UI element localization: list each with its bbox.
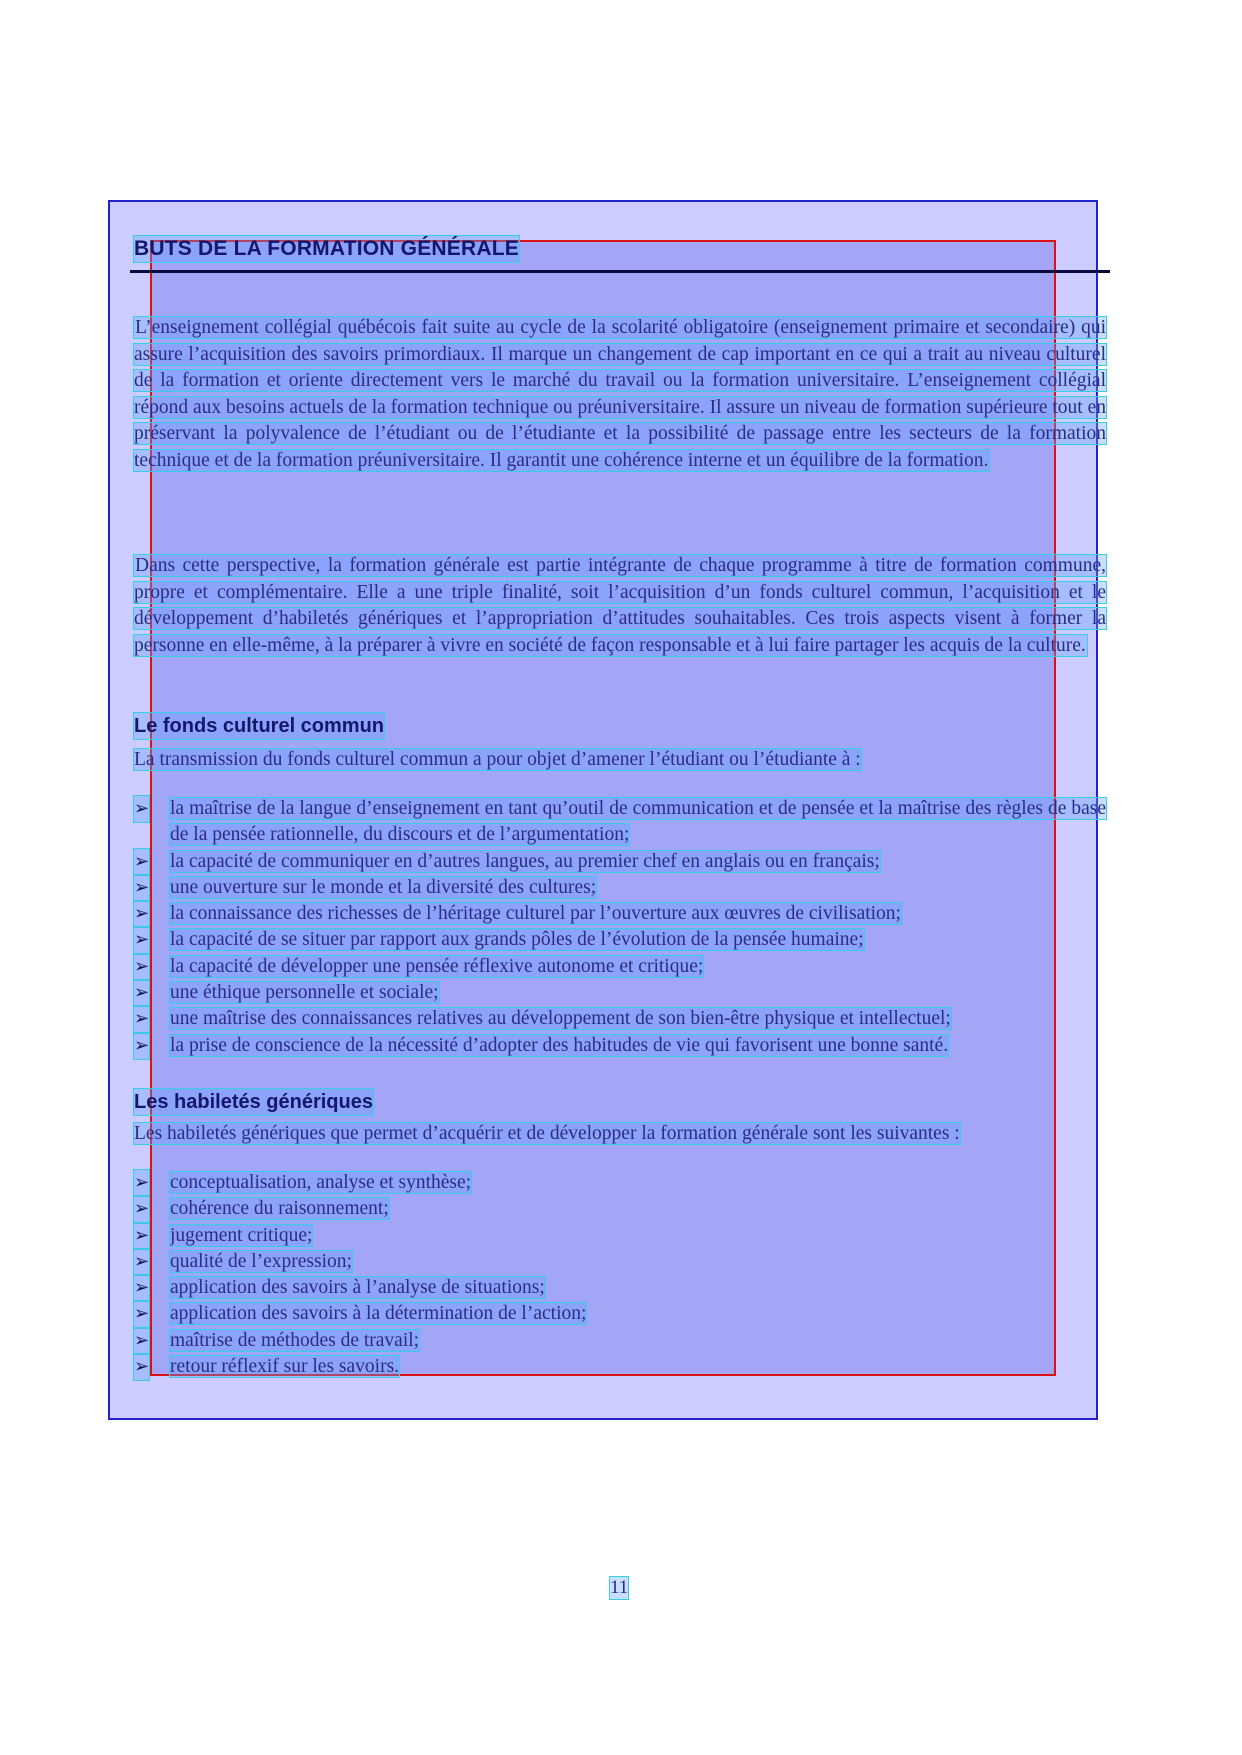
section-title-habiletes: Les habiletés génériques [134, 1091, 373, 1113]
section-intro-fonds-culturel [134, 747, 1106, 773]
list-item [134, 1006, 1106, 1032]
paragraph-intro-text: L’enseignement collégial québécois fait suite au cycle de la scolarité obligatoire (enseignement primaire et secondaire) qui assure l’acquisition des savoirs primordiaux. Il marque un changement de cap important en ce qui a trait au niveau culturel de la formation et oriente directement vers le marché du travail ou la formation universitaire. L’enseignement collégial répond aux besoins actuels de la formation technique ou préuniversitaire. Il assure un niveau de formation supérieure tout en préservant la polyvalence de l’étudiant ou de l’étudiante et la possibilité de passage entre les secteurs de la formation technique et de la formation préuniversitaire. Il garantit une cohérence interne et un équilibre de la formation. [134, 317, 1106, 471]
page-number: 11 [610, 1577, 629, 1598]
list-item [134, 1249, 1106, 1275]
arrow-bullet-icon: ➢ [134, 1033, 149, 1059]
title-underline [130, 270, 1110, 273]
arrow-bullet-icon: ➢ [134, 1354, 149, 1380]
list-item-text: la maîtrise de la langue d’enseignement en tant qu’outil de communication et de pensée et la maîtrise des règles de base de la pensée rationnelle, du discours et de l’argumentation; [170, 798, 1106, 846]
arrow-bullet-icon: ➢ [134, 1006, 149, 1032]
bullet-list-fonds-culturel [134, 796, 1106, 1059]
arrow-bullet-icon: ➢ [134, 1223, 149, 1249]
list-item [134, 954, 1106, 980]
arrow-bullet-icon: ➢ [134, 1301, 149, 1327]
arrow-bullet-icon: ➢ [134, 1170, 149, 1196]
list-item-text: la prise de conscience de la nécessité d’adopter des habitudes de vie qui favorisent une bonne santé. [170, 1034, 949, 1056]
list-item [134, 1301, 1106, 1327]
arrow-bullet-icon: ➢ [134, 849, 149, 875]
section-intro-fonds-culturel-text: La transmission du fonds culturel commun a pour objet d’amener l’étudiant ou l’étudiante à : [134, 749, 861, 770]
list-item-text: la capacité de se situer par rapport aux grands pôles de l’évolution de la pensée humaine; [170, 929, 864, 951]
list-item-text: la capacité de communiquer en d’autres langues, au premier chef en anglais ou en français; [170, 850, 880, 872]
list-item-text: retour réflexif sur les savoirs. [170, 1356, 400, 1378]
arrow-bullet-icon: ➢ [134, 1196, 149, 1222]
list-item-text: la connaissance des richesses de l’héritage culturel par l’ouverture aux œuvres de civilisation; [170, 903, 901, 925]
arrow-bullet-icon: ➢ [134, 980, 149, 1006]
list-item [134, 796, 1106, 849]
bullet-list-habiletes [134, 1170, 1106, 1380]
paragraph-intro [134, 315, 1106, 474]
list-item-text: application des savoirs à la détermination de l’action; [170, 1303, 587, 1325]
list-item [134, 1033, 1106, 1059]
arrow-bullet-icon: ➢ [134, 1275, 149, 1301]
arrow-bullet-icon: ➢ [134, 1328, 149, 1354]
arrow-bullet-icon: ➢ [134, 875, 149, 901]
list-item [134, 1354, 1106, 1380]
list-item-text: maîtrise de méthodes de travail; [170, 1329, 420, 1351]
list-item-text: qualité de l’expression; [170, 1250, 352, 1272]
arrow-bullet-icon: ➢ [134, 901, 149, 927]
list-item [134, 1223, 1106, 1249]
section-intro-habiletes-text: Les habiletés génériques que permet d’acquérir et de développer la formation générale sont les suivantes : [134, 1123, 960, 1144]
list-item-text: conceptualisation, analyse et synthèse; [170, 1172, 472, 1193]
list-item [134, 875, 1106, 901]
list-item [134, 927, 1106, 953]
section-intro-habiletes [134, 1121, 1106, 1147]
list-item [134, 1196, 1106, 1222]
list-item-text: une maîtrise des connaissances relatives au développement de son bien-être physique et intellectuel; [170, 1008, 951, 1030]
list-item-text: une éthique personnelle et sociale; [170, 982, 439, 1004]
paragraph-perspective-text: Dans cette perspective, la formation générale est partie intégrante de chaque programme à titre de formation commune, propre et complémentaire. Elle a une triple finalité, soit l’acquisition d’un fonds culturel commun, l’acquisition et le développement d’habiletés génériques et l’appropriation d’attitudes souhaitables. Ces trois aspects visent à former la personne en elle-même, à la préparer à vivre en société de façon responsable et à lui faire partager les acquis de la culture. [134, 555, 1106, 656]
list-item [134, 1275, 1106, 1301]
page-title: BUTS DE LA FORMATION GÉNÉRALE [134, 237, 519, 260]
list-item-text: la capacité de développer une pensée réflexive autonome et critique; [170, 955, 704, 977]
arrow-bullet-icon: ➢ [134, 1249, 149, 1275]
list-item [134, 901, 1106, 927]
paragraph-perspective [134, 553, 1106, 659]
list-item [134, 1170, 1106, 1196]
arrow-bullet-icon: ➢ [134, 796, 149, 822]
arrow-bullet-icon: ➢ [134, 927, 149, 953]
list-item-text: jugement critique; [170, 1224, 313, 1246]
arrow-bullet-icon: ➢ [134, 954, 149, 980]
list-item [134, 1328, 1106, 1354]
list-item [134, 980, 1106, 1006]
section-title-fonds-culturel: Le fonds culturel commun [134, 715, 385, 737]
list-item-text: une ouverture sur le monde et la diversité des cultures; [170, 876, 597, 898]
list-item [134, 849, 1106, 875]
list-item-text: application des savoirs à l’analyse de situations; [170, 1277, 545, 1299]
list-item-text: cohérence du raisonnement; [170, 1198, 389, 1220]
